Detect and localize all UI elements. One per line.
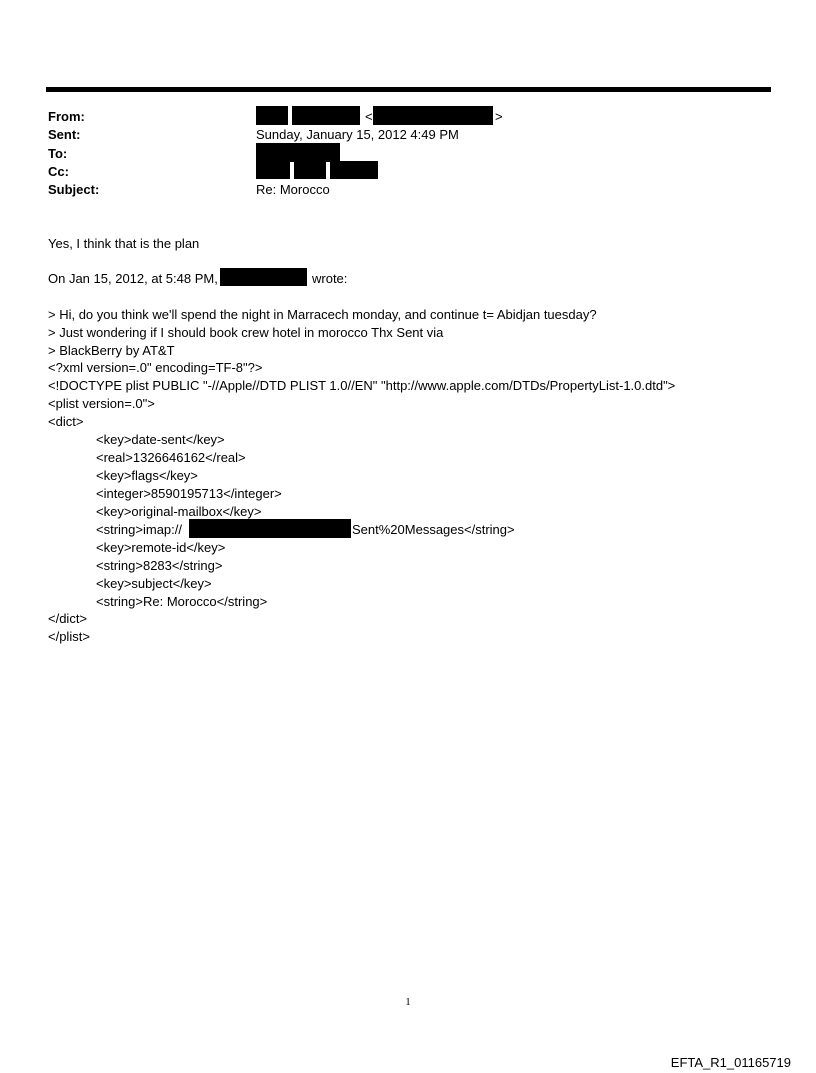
bates-number: EFTA_R1_01165719 <box>670 1055 791 1070</box>
header-rule <box>46 87 771 92</box>
redaction-block <box>256 143 340 162</box>
sent-value: Sunday, January 15, 2012 4:49 PM <box>256 127 459 142</box>
redaction-block <box>189 519 351 538</box>
dict-line: <key>remote-id</key> <box>96 540 226 555</box>
from-label: From: <box>48 109 85 124</box>
dict-line: <key>flags</key> <box>96 468 198 483</box>
redaction-block <box>256 106 288 125</box>
closing-line: </dict> <box>48 611 88 626</box>
imap-suffix: Sent%20Messages</string> <box>352 522 515 537</box>
redaction-block <box>292 106 360 125</box>
redaction-block <box>373 106 493 125</box>
closing-line: </plist> <box>48 629 90 644</box>
reply-text: Yes, I think that is the plan <box>48 236 200 251</box>
plist-line: <plist version=.0"> <box>48 396 155 411</box>
redaction-block <box>294 161 326 179</box>
quoted-line: > Hi, do you think we'll spend the night in Marracech monday, and continue t= Abidjan tuesday? <box>48 307 597 322</box>
sent-label: Sent: <box>48 127 81 142</box>
subject-value: Re: Morocco <box>256 182 330 197</box>
to-label: To: <box>48 146 68 161</box>
redaction-block <box>256 161 290 179</box>
dict-line: <key>date-sent</key> <box>96 432 225 447</box>
dict-line: <string>Re: Morocco</string> <box>96 594 268 609</box>
cc-label: Cc: <box>48 164 69 179</box>
quote-intro: On Jan 15, 2012, at 5:48 PM, <box>48 271 218 286</box>
redaction-block <box>220 268 307 286</box>
plist-line: <dict> <box>48 414 84 429</box>
plist-line: <?xml version=.0" encoding=TF-8"?> <box>48 360 263 375</box>
redaction-block <box>330 161 378 179</box>
subject-label: Subject: <box>48 182 100 197</box>
quote-intro-wrote: wrote: <box>312 271 348 286</box>
dict-line: <string>8283</string> <box>96 558 223 573</box>
dict-line: <integer>8590195713</integer> <box>96 486 282 501</box>
dict-line: <key>original-mailbox</key> <box>96 504 262 519</box>
dict-line: <string>imap:// <box>96 522 182 537</box>
from-bracket-open: < <box>365 109 373 124</box>
page-number: 1 <box>405 996 411 1008</box>
plist-line: <!DOCTYPE plist PUBLIC "-//Apple//DTD PLIST 1.0//EN" "http://www.apple.com/DTDs/PropertyList-1.0.dtd"> <box>48 378 676 393</box>
from-bracket-close: > <box>495 109 503 124</box>
dict-line: <real>1326646162</real> <box>96 450 246 465</box>
dict-line: <key>subject</key> <box>96 576 212 591</box>
quoted-line: > Just wondering if I should book crew hotel in morocco Thx Sent via <box>48 325 444 340</box>
quoted-line: > BlackBerry by AT&T <box>48 343 175 358</box>
